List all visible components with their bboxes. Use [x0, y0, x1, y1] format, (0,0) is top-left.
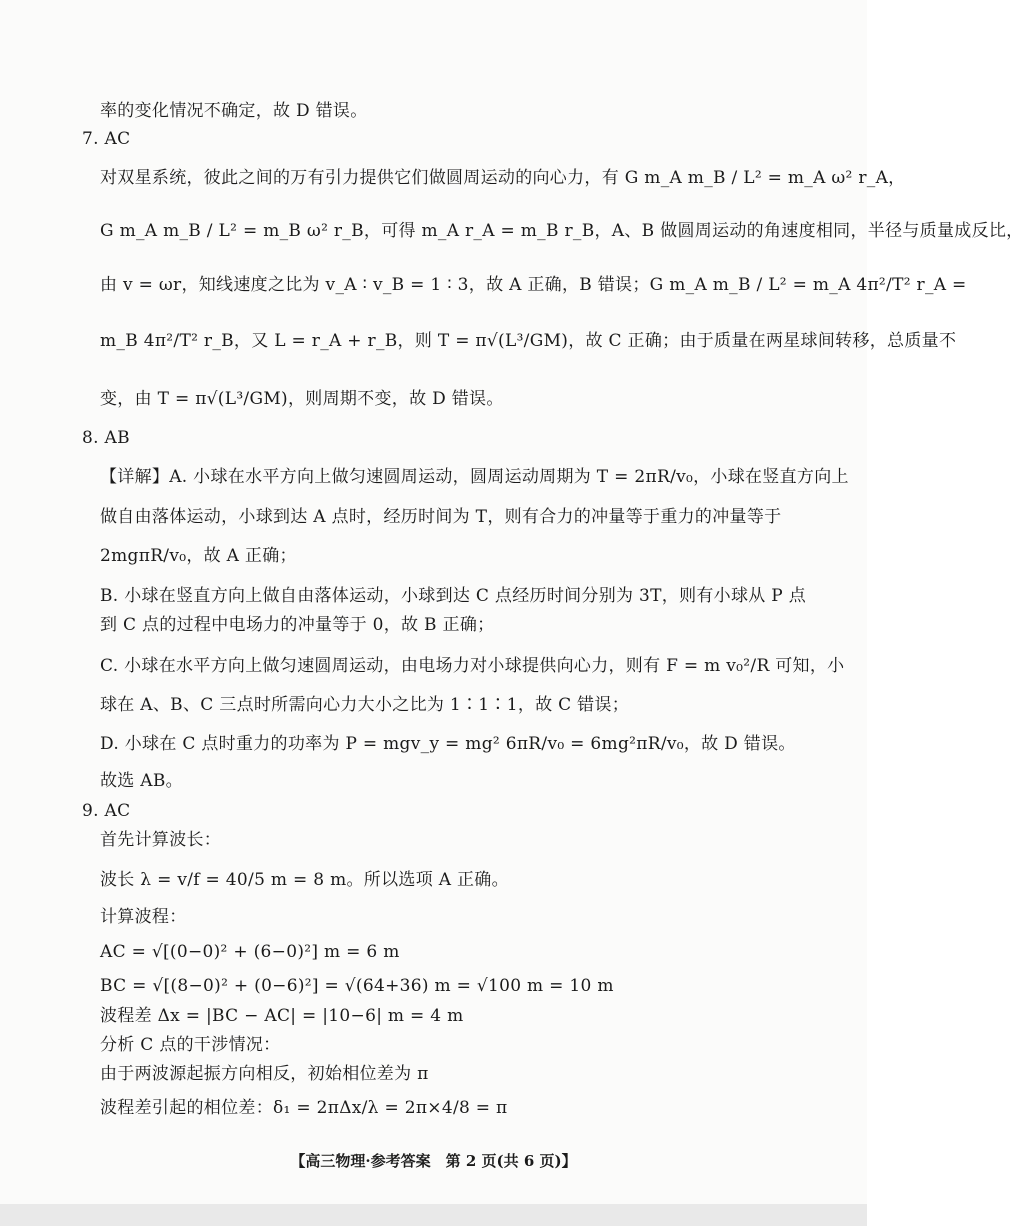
text-line-5: 由 v = ωr，知线速度之比为 v_A ∶ v_B = 1 ∶ 3，故 A 正确，B 错误；G m_A m_B / L² = m_A 4π²/T² r_A = [100, 275, 967, 295]
text-line-17: 故选 AB。 [100, 771, 183, 791]
text-line-1: 率的变化情况不确定，故 D 错误。 [100, 101, 368, 121]
text-line-3: 对双星系统，彼此之间的万有引力提供它们做圆周运动的向心力，有 G m_A m_B / L² = m_A ω² r_A， [100, 168, 906, 188]
text-line-20: 波长 λ = v/f = 40/5 m = 8 m。所以选项 A 正确。 [100, 870, 509, 890]
text-line-11: 2mgπR/v₀，故 A 正确； [100, 546, 297, 566]
page-bottom-edge [0, 1204, 867, 1226]
text-line-7: 变，由 T = π√(L³/GM)，则周期不变，故 D 错误。 [100, 389, 504, 409]
text-line-16: D. 小球在 C 点时重力的功率为 P = mgv_y = mg² 6πR/v₀ = 6mg²πR/v₀，故 D 错误。 [100, 734, 796, 754]
text-line-26: 由于两波源起振方向相反，初始相位差为 π [100, 1064, 429, 1084]
text-line-22: AC = √[(0−0)² + (6−0)²] m = 6 m [100, 942, 400, 962]
text-line-12: B. 小球在竖直方向上做自由落体运动，小球到达 C 点经历时间分别为 3T，则有小球从 P 点 [100, 586, 807, 606]
text-line-19: 首先计算波长： [100, 830, 222, 850]
question-7-header: 7. AC [82, 129, 131, 149]
question-8-header: 8. AB [82, 428, 130, 448]
text-line-24: 波程差 Δx = |BC − AC| = |10−6| m = 4 m [100, 1006, 464, 1026]
text-line-15: 球在 A、B、C 三点时所需向心力大小之比为 1∶1∶1，故 C 错误； [100, 695, 630, 715]
text-line-9: 【详解】A. 小球在水平方向上做匀速圆周运动，圆周运动周期为 T = 2πR/v₀，小球在竖直方向上 [100, 467, 849, 487]
page-footer: 【高三物理·参考答案 第 2 页(共 6 页)】 [290, 1152, 577, 1170]
text-line-23: BC = √[(8−0)² + (0−6)²] = √(64+36) m = √100 m = 10 m [100, 976, 614, 996]
text-line-4: G m_A m_B / L² = m_B ω² r_B，可得 m_A r_A = m_B r_B，A、B 做圆周运动的角速度相同，半径与质量成反比， [100, 221, 1023, 241]
text-line-14: C. 小球在水平方向上做匀速圆周运动，由电场力对小球提供向心力，则有 F = m v₀²/R 可知，小 [100, 656, 845, 676]
text-line-13: 到 C 点的过程中电场力的冲量等于 0，故 B 正确； [100, 615, 495, 635]
text-line-25: 分析 C 点的干涉情况： [100, 1035, 281, 1055]
question-9-header: 9. AC [82, 801, 131, 821]
text-line-6: m_B 4π²/T² r_B，又 L = r_A + r_B，则 T = π√(L³/GM)，故 C 正确；由于质量在两星球间转移，总质量不 [100, 331, 957, 351]
text-line-27: 波程差引起的相位差：δ₁ = 2πΔx/λ = 2π×4/8 = π [100, 1098, 508, 1118]
text-line-10: 做自由落体运动，小球到达 A 点时，经历时间为 T，则有合力的冲量等于重力的冲量等于 [100, 507, 782, 527]
text-line-21: 计算波程： [100, 907, 187, 927]
